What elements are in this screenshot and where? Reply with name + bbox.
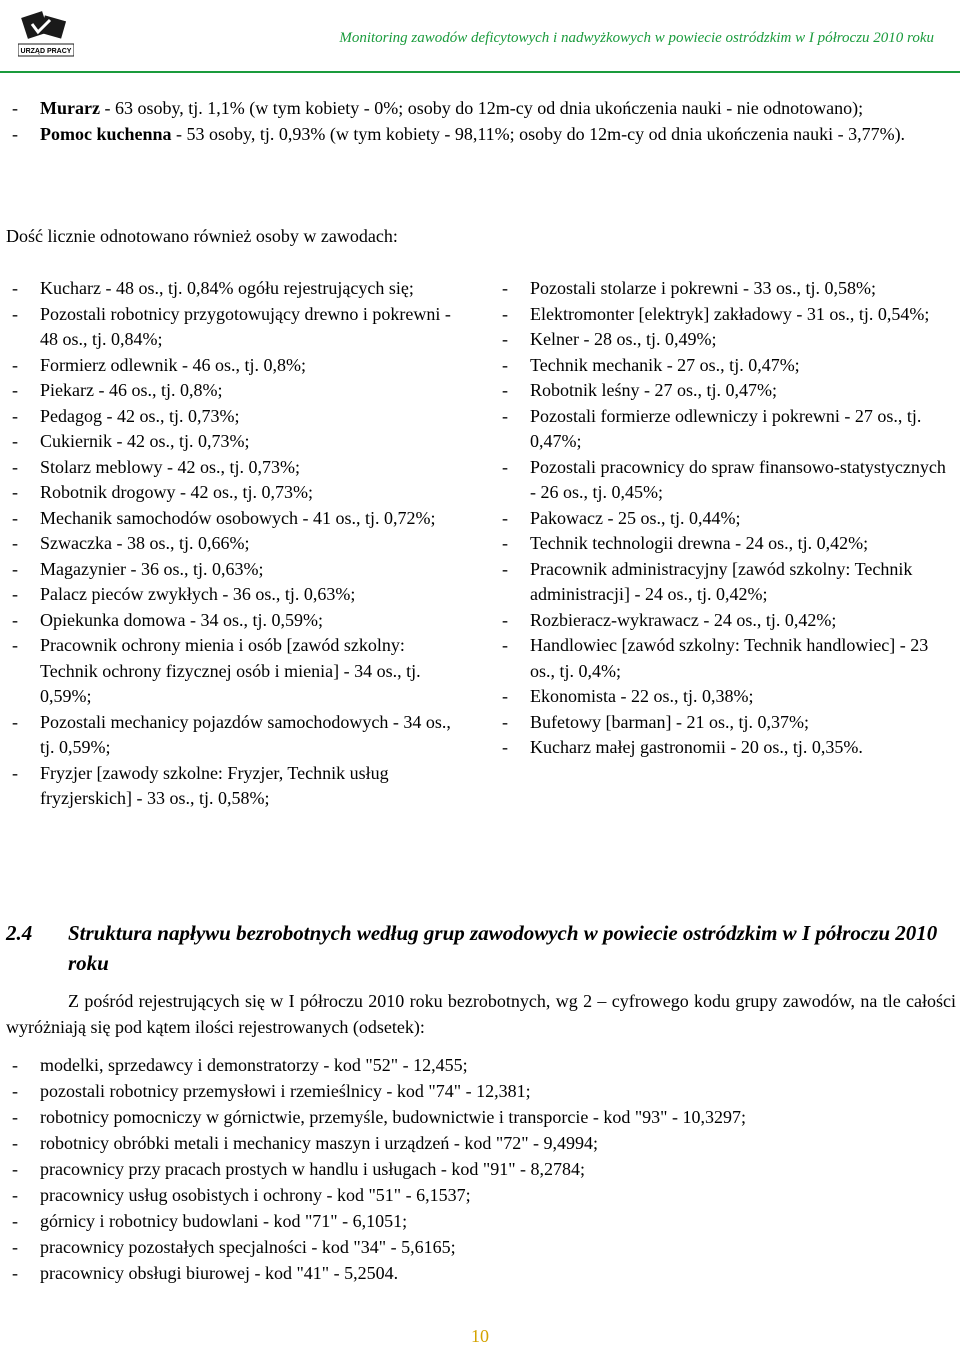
- list-item: - Kucharz - 48 os., tj. 0,84% ogółu rejestrujących się;: [6, 276, 456, 302]
- list-item: - Pozostali pracownicy do spraw finansowo-statystycznych - 26 os., tj. 0,45%;: [496, 455, 954, 506]
- list-item: - Pakowacz - 25 os., tj. 0,44%;: [496, 506, 954, 532]
- list-item: - Stolarz meblowy - 42 os., tj. 0,73%;: [6, 455, 456, 481]
- list-item: - Bufetowy [barman] - 21 os., tj. 0,37%;: [496, 710, 954, 736]
- intro-text: Dość licznie odnotowano również osoby w zawodach:: [6, 226, 398, 246]
- page-number: 10: [471, 1326, 489, 1346]
- occupation-list-right: [496, 276, 954, 761]
- list-item: - Pozostali formierze odlewniczy i pokrewni - 27 os., tj. 0,47%;: [496, 404, 954, 455]
- list-item: - Handlowiec [zawód szkolny: Technik handlowiec] - 23 os., tj. 0,4%;: [496, 633, 954, 684]
- header-divider: [0, 71, 960, 73]
- occupation-group-list: [6, 1052, 952, 1286]
- urzad-pracy-logo: [18, 8, 74, 60]
- list-item: - Pracownik ochrony mienia i osób [zawód szkolny: Technik ochrony fizycznej osób i mienia] - 34 os., tj. 0,59%;: [6, 633, 456, 710]
- top-occupation-list: [6, 96, 952, 147]
- list-item: - Ekonomista - 22 os., tj. 0,38%;: [496, 684, 954, 710]
- list-item: - Kelner - 28 os., tj. 0,49%;: [496, 327, 954, 353]
- list-item: - modelki, sprzedawcy i demonstratorzy - kod "52" - 12,455;: [6, 1052, 952, 1078]
- list-item: - pracownicy przy pracach prostych w handlu i usługach - kod "91" - 8,2784;: [6, 1156, 952, 1182]
- list-item: - Pozostali stolarze i pokrewni - 33 os., tj. 0,58%;: [496, 276, 954, 302]
- list-item: - Fryzjer [zawody szkolne: Fryzjer, Technik usług fryzjerskich] - 33 os., tj. 0,58%;: [6, 761, 456, 812]
- document-title: Monitoring zawodów deficytowych i nadwyżkowych w powiecie ostródzkim w I półroczu 2010 roku: [339, 30, 934, 46]
- list-item: - górnicy i robotnicy budowlani - kod "71" - 6,1051;: [6, 1208, 952, 1234]
- list-item: - Opiekunka domowa - 34 os., tj. 0,59%;: [6, 608, 456, 634]
- section-number: 2.4: [6, 921, 33, 945]
- list-item: - Cukiernik - 42 os., tj. 0,73%;: [6, 429, 456, 455]
- list-item: - Pomoc kuchenna - 53 osoby, tj. 0,93% (w tym kobiety - 98,11%; osoby do 12m-cy od dnia ukończenia nauki - 3,77%).: [6, 122, 952, 147]
- list-item: - Kucharz małej gastronomii - 20 os., tj. 0,35%.: [496, 735, 954, 761]
- list-item: - Mechanik samochodów osobowych - 41 os., tj. 0,72%;: [6, 506, 456, 532]
- list-item: - Pedagog - 42 os., tj. 0,73%;: [6, 404, 456, 430]
- list-item: - Formierz odlewnik - 46 os., tj. 0,8%;: [6, 353, 456, 379]
- list-item: - robotnicy obróbki metali i mechanicy maszyn i urządzeń - kod "72" - 9,4994;: [6, 1130, 952, 1156]
- occupation-list-left: [6, 276, 456, 812]
- section-paragraph: Z pośród rejestrujących się w I półroczu 2010 roku bezrobotnych, wg 2 – cyfrowego kodu grupy zawodów, na tle całości wyróżniają się pod kątem ilości rejestrowanych (odsetek):: [6, 991, 956, 1037]
- list-item: - Technik technologii drewna - 24 os., tj. 0,42%;: [496, 531, 954, 557]
- list-item: - pracownicy obsługi biurowej - kod "41" - 5,2504.: [6, 1260, 952, 1286]
- list-item: - pozostali robotnicy przemysłowi i rzemieślnicy - kod "74" - 12,381;: [6, 1078, 952, 1104]
- list-item: - Robotnik leśny - 27 os., tj. 0,47%;: [496, 378, 954, 404]
- list-item: - Rozbieracz-wykrawacz - 24 os., tj. 0,42%;: [496, 608, 954, 634]
- list-item: - Magazynier - 36 os., tj. 0,63%;: [6, 557, 456, 583]
- list-item: - robotnicy pomocniczy w górnictwie, przemyśle, budownictwie i transporcie - kod "93" - 10,3297;: [6, 1104, 952, 1130]
- list-item: - Pozostali robotnicy przygotowujący drewno i pokrewni - 48 os., tj. 0,84%;: [6, 302, 456, 353]
- list-item: - Robotnik drogowy - 42 os., tj. 0,73%;: [6, 480, 456, 506]
- page-header: [0, 0, 960, 72]
- section-title: Struktura napływu bezrobotnych według grup zawodowych w powiecie ostródzkim w I półroczu 2010 roku: [68, 921, 938, 975]
- svg-text:URZĄD PRACY: URZĄD PRACY: [20, 48, 72, 55]
- list-item: - Palacz pieców zwykłych - 36 os., tj. 0,63%;: [6, 582, 456, 608]
- list-item: - pracownicy usług osobistych i ochrony - kod "51" - 6,1537;: [6, 1182, 952, 1208]
- list-item: - Pracownik administracyjny [zawód szkolny: Technik administracji] - 24 os., tj. 0,42%;: [496, 557, 954, 608]
- list-item: - Piekarz - 46 os., tj. 0,8%;: [6, 378, 456, 404]
- list-item: - Elektromonter [elektryk] zakładowy - 31 os., tj. 0,54%;: [496, 302, 954, 328]
- list-item: - pracownicy pozostałych specjalności - kod "34" - 5,6165;: [6, 1234, 952, 1260]
- list-item: - Szwaczka - 38 os., tj. 0,66%;: [6, 531, 456, 557]
- section-heading: [6, 918, 956, 978]
- list-item: - Pozostali mechanicy pojazdów samochodowych - 34 os., tj. 0,59%;: [6, 710, 456, 761]
- list-item: - Technik mechanik - 27 os., tj. 0,47%;: [496, 353, 954, 379]
- list-item: - Murarz - 63 osoby, tj. 1,1% (w tym kobiety - 0%; osoby do 12m-cy od dnia ukończenia nauki - nie odnotowano);: [6, 96, 952, 121]
